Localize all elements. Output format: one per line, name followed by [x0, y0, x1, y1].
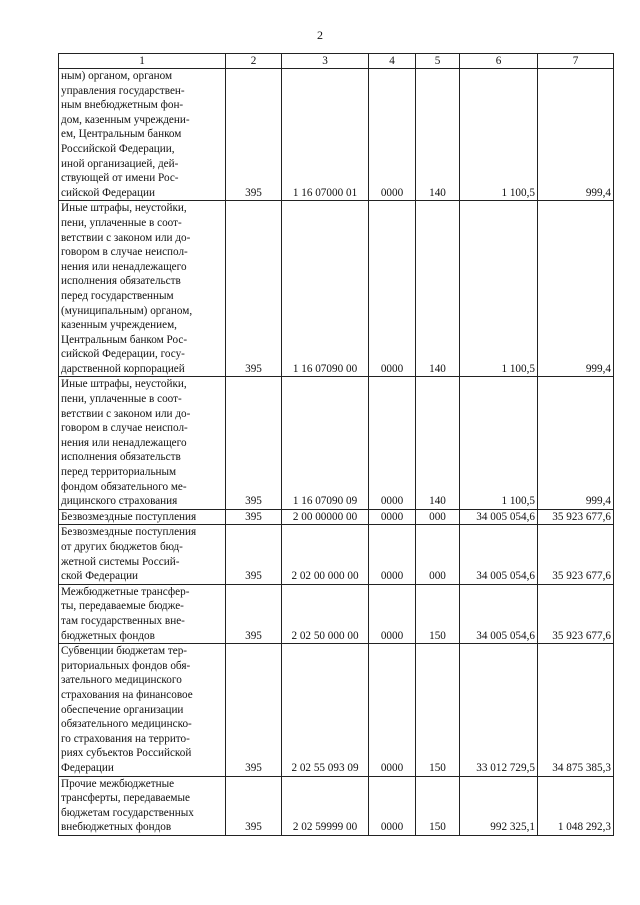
- row-name-line: ным) органом, органом: [61, 70, 173, 82]
- table-row: [59, 776, 614, 835]
- row-name: [59, 525, 226, 584]
- amount-year-2: 999,4: [538, 69, 614, 201]
- admin-code: 395: [226, 201, 282, 377]
- header-col-4: 4: [369, 54, 416, 69]
- row-name-line: внебюджетных фондов: [61, 821, 172, 834]
- revenue-code: 2 02 50 000 00: [282, 584, 369, 643]
- row-name-line: перед территориальным: [61, 466, 177, 479]
- classification-code: 000: [416, 509, 460, 525]
- admin-code: 395: [226, 525, 282, 584]
- row-name-line: Прочие межбюджетные: [61, 777, 175, 790]
- table-body: [59, 69, 614, 836]
- row-name-line: говором в случае неиспол-: [61, 422, 188, 435]
- row-name: [59, 776, 226, 835]
- row-name-line: Безвозмездные поступления: [61, 526, 197, 539]
- row-name: [59, 509, 226, 525]
- row-name-line: исполнения обязательств: [61, 275, 181, 288]
- program-code: 0000: [369, 201, 416, 377]
- row-name-line: перед государственным: [61, 289, 174, 302]
- row-name-line: исполнения обязательств: [61, 451, 181, 464]
- row-name-line: го страхования на террито-: [61, 732, 190, 745]
- row-name-line: управления государствен-: [61, 84, 185, 97]
- row-name-line: дом, казенным учреждени-: [61, 113, 190, 126]
- row-name-line: трансферты, передаваемые: [61, 792, 190, 805]
- classification-code: 150: [416, 776, 460, 835]
- amount-year-2: 35 923 677,6: [538, 584, 614, 643]
- revenue-code: 1 16 07000 01: [282, 69, 369, 201]
- amount-year-1: 34 005 054,6: [460, 509, 538, 525]
- revenue-code: 2 00 00000 00: [282, 509, 369, 525]
- row-name-line: зательного медицинского: [61, 674, 182, 687]
- page-number: 2: [317, 28, 323, 42]
- classification-code: 140: [416, 69, 460, 201]
- row-name-line: обязательного медицинско-: [61, 718, 192, 731]
- row-name-line: ствующей от имени Рос-: [61, 172, 179, 185]
- table-row: [59, 525, 614, 584]
- amount-year-1: 992 325,1: [460, 776, 538, 835]
- row-name-line: ем, Центральным банком: [61, 128, 182, 141]
- row-name-line: обеспечение организации: [61, 703, 184, 716]
- admin-code: 395: [226, 776, 282, 835]
- header-row: [59, 54, 614, 69]
- amount-year-1: 33 012 729,5: [460, 644, 538, 776]
- row-name-line: фондом обязательного ме-: [61, 480, 187, 493]
- row-name-line: нения или ненадлежащего: [61, 260, 187, 273]
- classification-code: 140: [416, 377, 460, 509]
- amount-year-1: 1 100,5: [460, 377, 538, 509]
- row-name: [59, 201, 226, 377]
- row-name-line: Субвенции бюджетам тер-: [61, 645, 188, 658]
- row-name-line: сийской Федерации: [61, 186, 155, 199]
- program-code: 0000: [369, 509, 416, 525]
- row-name-line: иной организацией, дей-: [61, 157, 179, 170]
- row-name-line: (муниципальным) органом,: [61, 304, 193, 317]
- admin-code: 395: [226, 644, 282, 776]
- admin-code: 395: [226, 584, 282, 643]
- row-name-line: Иные штрафы, неустойки,: [61, 378, 187, 391]
- row-name-line: Иные штрафы, неустойки,: [61, 202, 187, 215]
- classification-code: 150: [416, 644, 460, 776]
- amount-year-2: 999,4: [538, 201, 614, 377]
- revenue-code: 2 02 00 000 00: [282, 525, 369, 584]
- row-name-line: бюджетных фондов: [61, 629, 155, 642]
- row-name-line: страхования на финансовое: [61, 688, 193, 701]
- row-name-line: ным внебюджетным фон-: [61, 99, 184, 112]
- row-name-line: ты, передаваемые бюдже-: [61, 600, 184, 613]
- header-col-6: 6: [460, 54, 538, 69]
- amount-year-2: 35 923 677,6: [538, 509, 614, 525]
- classification-code: 000: [416, 525, 460, 584]
- revenue-code: 2 02 59999 00: [282, 776, 369, 835]
- row-name-line: дицинского страхования: [61, 495, 178, 508]
- header-col-7: 7: [538, 54, 614, 69]
- row-name-line: риториальных фондов обя-: [61, 659, 191, 672]
- row-name-line: Безвозмездные поступления: [61, 510, 197, 523]
- header-col-3: 3: [282, 54, 369, 69]
- program-code: 0000: [369, 776, 416, 835]
- row-name-line: дарственной корпорацией: [61, 362, 185, 375]
- header-col-1: 1: [59, 54, 226, 69]
- row-name-line: ветствии с законом или до-: [61, 407, 191, 420]
- amount-year-2: 1 048 292,3: [538, 776, 614, 835]
- amount-year-2: 999,4: [538, 377, 614, 509]
- revenue-code: 2 02 55 093 09: [282, 644, 369, 776]
- table-row: [59, 584, 614, 643]
- amount-year-1: 34 005 054,6: [460, 584, 538, 643]
- row-name-line: риях субъектов Российской: [61, 747, 192, 760]
- row-name-line: ской Федерации: [61, 570, 139, 583]
- table-row: [59, 69, 614, 201]
- classification-code: 140: [416, 201, 460, 377]
- table-row: [59, 644, 614, 776]
- amount-year-1: 34 005 054,6: [460, 525, 538, 584]
- amount-year-1: 1 100,5: [460, 201, 538, 377]
- row-name-line: нения или ненадлежащего: [61, 436, 187, 449]
- row-name-line: Федерации: [61, 761, 114, 774]
- program-code: 0000: [369, 377, 416, 509]
- row-name-line: бюджетам государственных: [61, 806, 194, 819]
- header-col-2: 2: [226, 54, 282, 69]
- program-code: 0000: [369, 69, 416, 201]
- program-code: 0000: [369, 644, 416, 776]
- table-row: [59, 509, 614, 525]
- row-name-line: пени, уплаченные в соот-: [61, 216, 182, 229]
- row-name-line: Российской Федерации,: [61, 142, 175, 155]
- row-name-line: Межбюджетные трансфер-: [61, 585, 190, 598]
- row-name-line: говором в случае неиспол-: [61, 246, 188, 259]
- row-name-line: казенным учреждением,: [61, 319, 177, 332]
- admin-code: 395: [226, 69, 282, 201]
- budget-revenue-table: [58, 53, 614, 836]
- row-name-line: ветствии с законом или до-: [61, 231, 191, 244]
- admin-code: 395: [226, 509, 282, 525]
- row-name: [59, 644, 226, 776]
- row-name: [59, 69, 226, 201]
- row-name-line: Центральным банком Рос-: [61, 333, 188, 346]
- row-name-line: пени, уплаченные в соот-: [61, 393, 182, 406]
- table-row: [59, 377, 614, 509]
- header-col-5: 5: [416, 54, 460, 69]
- row-name-line: от других бюджетов бюд-: [61, 541, 183, 553]
- program-code: 0000: [369, 584, 416, 643]
- revenue-code: 1 16 07090 09: [282, 377, 369, 509]
- amount-year-2: 35 923 677,6: [538, 525, 614, 584]
- program-code: 0000: [369, 525, 416, 584]
- amount-year-1: 1 100,5: [460, 69, 538, 201]
- row-name-line: сийской Федерации, госу-: [61, 348, 185, 361]
- row-name-line: там государственных вне-: [61, 614, 185, 627]
- row-name: [59, 377, 226, 509]
- classification-code: 150: [416, 584, 460, 643]
- row-name: [59, 584, 226, 643]
- row-name-line: жетной системы Россий-: [61, 555, 180, 568]
- admin-code: 395: [226, 377, 282, 509]
- revenue-code: 1 16 07090 00: [282, 201, 369, 377]
- amount-year-2: 34 875 385,3: [538, 644, 614, 776]
- table-row: [59, 201, 614, 377]
